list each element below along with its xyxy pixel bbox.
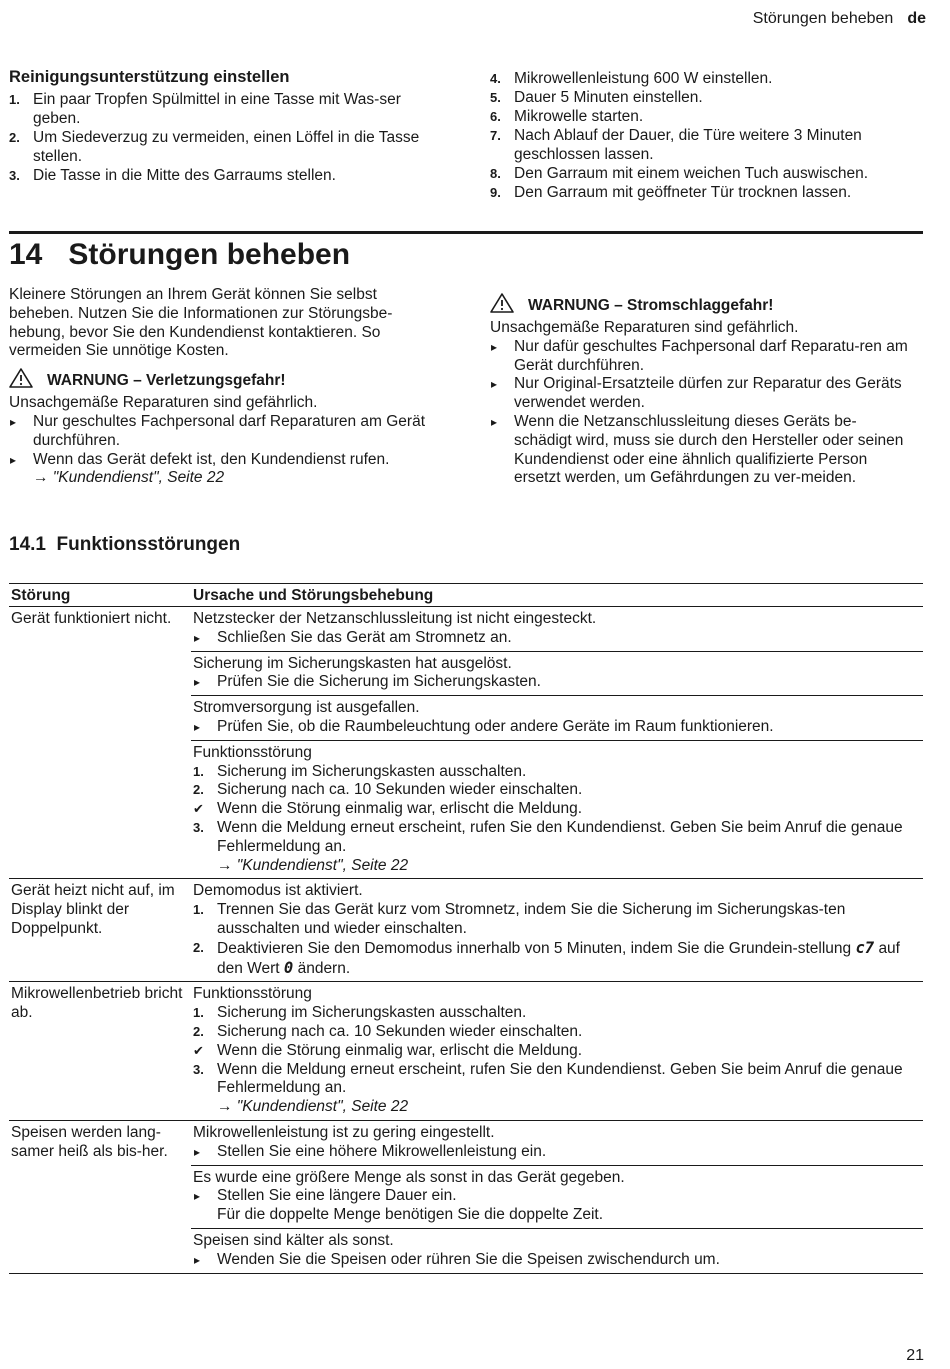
warning-triangle-icon — [9, 368, 33, 394]
customer-service-reference[interactable]: → "Kundendienst", Seite 22 — [217, 1098, 409, 1116]
chapter-number: 14 — [9, 238, 43, 271]
check-icon: ✔ — [193, 801, 204, 817]
warning-electric-heading — [490, 293, 914, 319]
cause-text: Funktionsstörung — [193, 743, 312, 761]
list-item: 9. Den Garraum mit geöffneter Tür trocknen lassen. — [490, 184, 852, 201]
remedy-item: ▸ Schließen Sie das Gerät am Stromnetz an. — [193, 629, 923, 648]
chapter-heading — [9, 238, 350, 272]
list-item: ▸ Nur geschultes Fachpersonal darf Reparaturen am Gerät durchführen. — [9, 413, 441, 451]
list-item: ▸ Wenn das Gerät defekt ist, den Kundendienst rufen. — [9, 451, 441, 470]
chapter-left-column — [9, 286, 441, 488]
list-item: 5. Dauer 5 Minuten einstellen. — [490, 89, 703, 106]
cause-text: Speisen sind kälter als sonst. — [193, 1231, 394, 1249]
cleaning-steps-left — [9, 90, 439, 185]
list-item: 4. Mikrowellenleistung 600 W einstellen. — [490, 70, 773, 87]
result-item: ✔ Wenn die Störung einmalig war, erlischt die Meldung. — [193, 1041, 583, 1059]
warning-electric-text: Unsachgemäße Reparaturen sind gefährlich. — [490, 319, 799, 336]
list-item: 1. Ein paar Tropfen Spülmittel in eine Tasse mit Was-ser geben. — [9, 91, 401, 127]
warning-triangle-icon — [490, 293, 514, 319]
remedy-note: Für die doppelte Menge benötigen Sie die doppelte Zeit. — [217, 1206, 604, 1224]
step-item: 1. Sicherung im Sicherungskasten ausschalten. — [193, 1004, 527, 1022]
chapter-intro: Kleinere Störungen an Ihrem Gerät können Sie selbst beheben. Nutzen Sie die Informationen zur Störungsbe-hebung, bevor Sie den Kundendienst kontaktieren. So vermeiden Sie unnötige Kosten. — [9, 286, 393, 360]
table-row — [9, 982, 923, 1121]
warning-injury-text: Unsachgemäße Reparaturen sind gefährlich. — [9, 394, 318, 412]
list-item: 8. Den Garraum mit einem weichen Tuch auswischen. — [490, 165, 869, 182]
cause-text: Netzstecker der Netzanschlussleitung ist nicht eingesteckt. — [193, 610, 597, 627]
step-item: 1. Trennen Sie das Gerät kurz vom Stromnetz, indem Sie die Sicherung im Sicherungskas-ten ausschalten und wieder einschalten. — [193, 901, 846, 937]
cause-cell — [191, 607, 923, 652]
fault-cell: Gerät funktioniert nicht. — [9, 607, 191, 879]
cause-text: Mikrowellenleistung ist zu gering eingestellt. — [193, 1123, 495, 1141]
remedy-item: ▸ Stellen Sie eine höhere Mikrowellenleistung ein. — [193, 1143, 923, 1162]
cause-cell — [191, 1165, 923, 1228]
column-header-fault: Störung — [9, 584, 191, 607]
cleaning-left-column — [9, 68, 439, 185]
section-heading — [9, 534, 240, 556]
cleaning-title: Reinigungsunterstützung einstellen — [9, 68, 290, 86]
cause-text: Demomodus ist aktiviert. — [193, 882, 363, 900]
column-header-cause: Ursache und Störungsbehebung — [191, 584, 923, 607]
warning-injury-title: WARNUNG – Verletzungsgefahr! — [47, 372, 286, 390]
result-item: ✔ Wenn die Störung einmalig war, erlischt die Meldung. — [193, 800, 583, 818]
cleaning-right-column — [490, 69, 922, 202]
list-item: ▸ Nur dafür geschultes Fachpersonal darf Reparatu-ren am Gerät durchführen. — [490, 338, 914, 376]
check-icon: ✔ — [193, 1042, 204, 1058]
cause-cell — [191, 1120, 923, 1165]
remedy-item: ▸ Prüfen Sie, ob die Raumbeleuchtung oder andere Geräte im Raum funktionieren. — [193, 718, 923, 737]
warning-injury-heading — [9, 368, 441, 394]
section-title: Funktionsstörungen — [56, 534, 241, 555]
step-item: 1. Sicherung im Sicherungskasten ausschalten. — [193, 762, 527, 780]
remedy-item: ▸ Wenden Sie die Speisen oder rühren Sie die Speisen zwischendurch um. — [193, 1251, 923, 1270]
step-item: 3. Wenn die Meldung erneut erscheint, rufen Sie den Kundendienst. Geben Sie beim Anruf die genaue Fehlermeldung an. — [193, 818, 903, 855]
list-item: 6. Mikrowelle starten. — [490, 108, 644, 125]
fault-cell: Gerät heizt nicht auf, im Display blinkt der Doppelpunkt. — [9, 879, 191, 982]
fault-table — [9, 583, 923, 1274]
cause-text: Stromversorgung ist ausgefallen. — [193, 699, 420, 717]
cause-text: Funktionsstörung — [193, 985, 312, 1003]
table-row — [9, 607, 923, 652]
header-section: Störungen beheben — [752, 10, 894, 27]
remedy-item: ▸ Prüfen Sie die Sicherung im Sicherungskasten. — [193, 673, 923, 692]
fault-cell: Speisen werden lang-samer heiß als bis-her. — [9, 1120, 191, 1273]
cause-cell — [191, 696, 923, 741]
page-number: 21 — [906, 1347, 924, 1364]
display-symbol-setting: c7 — [855, 938, 875, 957]
customer-service-reference[interactable]: → "Kundendienst", Seite 22 — [217, 856, 409, 874]
warning-electric-list — [490, 338, 914, 488]
chapter-right-column — [490, 293, 914, 488]
table-header-row — [9, 584, 923, 607]
running-header — [753, 10, 926, 28]
step-item: 3. Wenn die Meldung erneut erscheint, rufen Sie den Kundendienst. Geben Sie beim Anruf die genaue Fehlermeldung an. — [193, 1060, 903, 1097]
display-symbol-value: 0 — [283, 958, 294, 977]
step-item: 2. Deaktivieren Sie den Demomodus innerhalb von 5 Minuten, indem Sie die Grundein-stellung c7 auf den Wert 0 ändern. — [193, 938, 900, 977]
chapter-rule — [9, 231, 923, 234]
cause-cell — [191, 740, 923, 879]
remedy-item: ▸ Stellen Sie eine längere Dauer ein. — [193, 1187, 923, 1206]
step-item: 2. Sicherung nach ca. 10 Sekunden wieder einschalten. — [193, 781, 583, 799]
cause-cell — [191, 651, 923, 696]
list-item: 2. Um Siedeverzug zu vermeiden, einen Löffel in die Tasse stellen. — [9, 129, 420, 165]
cause-cell — [191, 982, 923, 1121]
warning-injury-list — [9, 413, 441, 469]
customer-service-reference[interactable]: → "Kundendienst", Seite 22 — [33, 469, 225, 487]
list-item: ▸ Nur Original-Ersatzteile dürfen zur Reparatur des Geräts verwendet werden. — [490, 375, 914, 413]
cause-text: Sicherung im Sicherungskasten hat ausgelöst. — [193, 654, 512, 672]
cause-cell — [191, 879, 923, 982]
list-item: 7. Nach Ablauf der Dauer, die Türe weitere 3 Minuten geschlossen lassen. — [490, 127, 862, 163]
fault-cell: Mikrowellenbetrieb bricht ab. — [9, 982, 191, 1121]
cleaning-steps-right — [490, 69, 922, 202]
list-item: 3. Die Tasse in die Mitte des Garraums stellen. — [9, 167, 336, 184]
table-row — [9, 879, 923, 982]
cause-text: Es wurde eine größere Menge als sonst in das Gerät gegeben. — [193, 1168, 625, 1186]
warning-electric-title: WARNUNG – Stromschlaggefahr! — [528, 297, 774, 314]
table-row — [9, 1120, 923, 1165]
cause-cell — [191, 1228, 923, 1273]
chapter-title: Störungen beheben — [68, 238, 351, 271]
header-language: de — [907, 10, 926, 27]
section-number: 14.1 — [9, 534, 46, 555]
list-item: ▸ Wenn die Netzanschlussleitung dieses Geräts be-schädigt wird, muss sie durch den Hersteller oder seinen Kundendienst oder eine ähnlich qualifizierte Person ersetzt werden, um Gefährdungen zu ver-meiden. — [490, 413, 914, 488]
step-item: 2. Sicherung nach ca. 10 Sekunden wieder einschalten. — [193, 1022, 583, 1040]
